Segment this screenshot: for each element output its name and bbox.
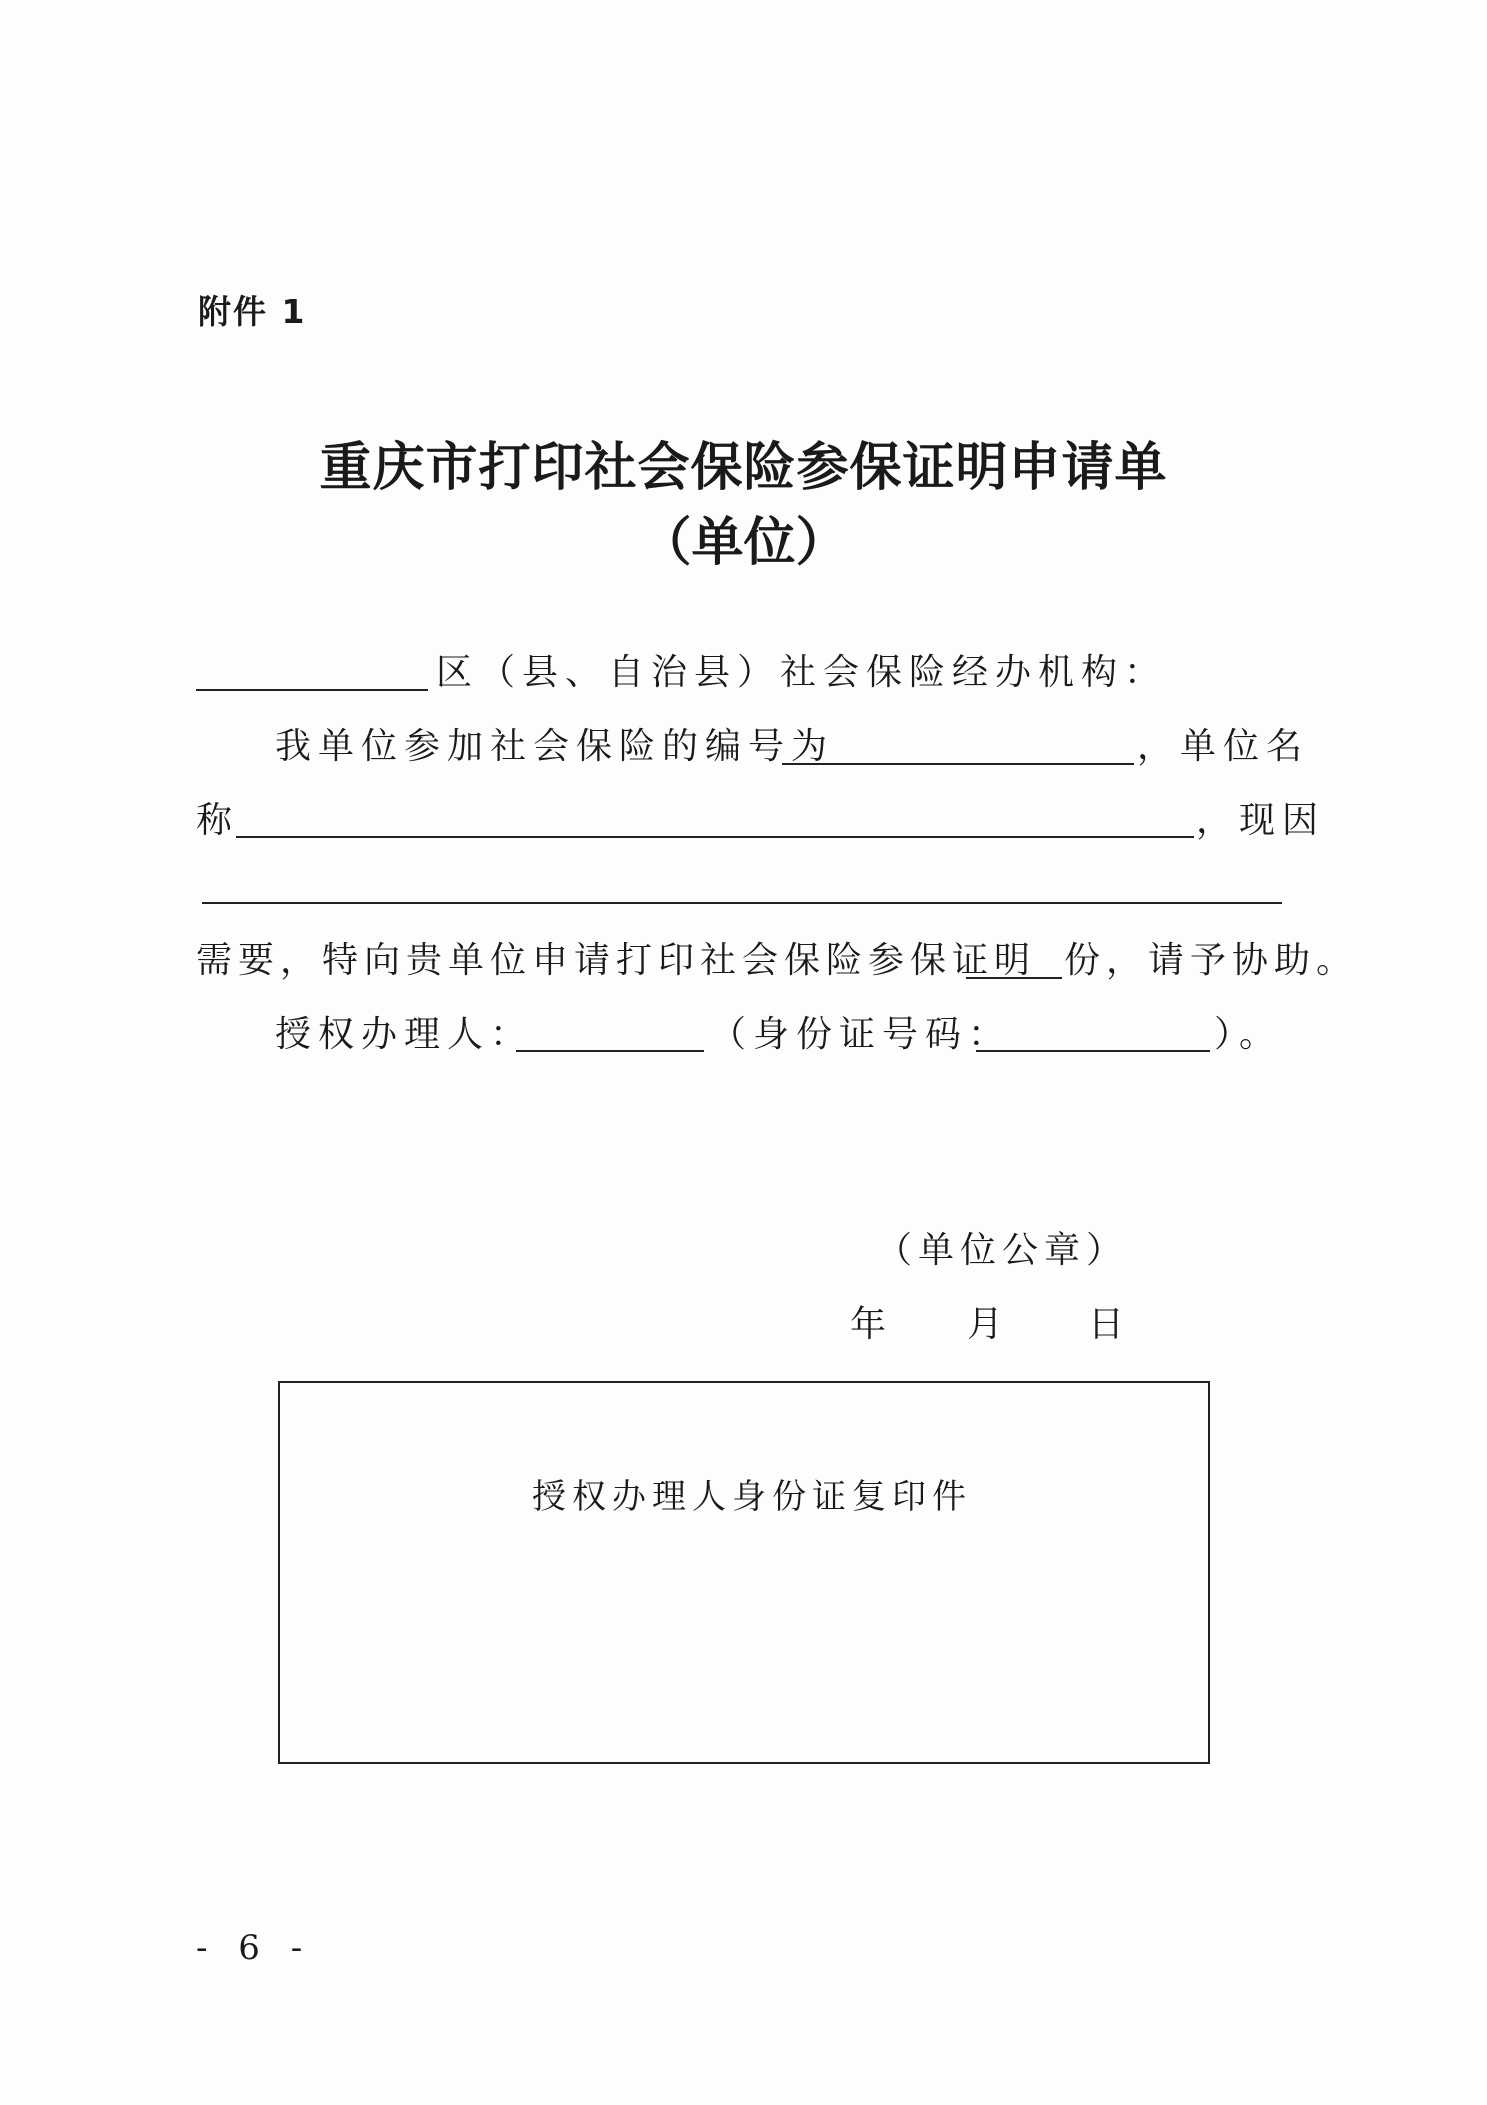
unit-name-blank[interactable] — [236, 836, 1194, 838]
reason-prefix: ，现因 — [1196, 800, 1326, 841]
need-prefix-text: 需要，特向贵单位申请打印社会保险参保证明 — [196, 940, 1037, 981]
copies-blank[interactable] — [966, 977, 1062, 979]
year-label: 年 — [850, 1304, 887, 1345]
id-label-close: ）。 — [1214, 1014, 1283, 1055]
addressee-text: 区（县、自治县）社会保险经办机构： — [436, 652, 1168, 693]
id-number-blank[interactable] — [976, 1050, 1210, 1052]
month-label: 月 — [967, 1304, 1004, 1345]
agent-name-blank[interactable] — [516, 1050, 704, 1052]
district-blank[interactable] — [196, 689, 428, 691]
need-suffix-text: 份，请予协助。 — [1064, 940, 1359, 981]
form-title: 重庆市打印社会保险参保证明申请单 — [319, 437, 1168, 498]
attachment-label: 附件 1 — [198, 292, 307, 331]
reason-blank[interactable] — [202, 902, 1282, 904]
unit-name-label: ，单位名 — [1137, 726, 1310, 767]
id-copy-box — [278, 1381, 1210, 1764]
day-label: 日 — [1088, 1304, 1125, 1345]
number-prefix-text: 我单位参加社会保险的编号为 — [275, 726, 835, 767]
form-subtitle: （单位） — [639, 512, 848, 573]
id-copy-box-label: 授权办理人身份证复印件 — [532, 1477, 972, 1517]
agent-label: 授权办理人： — [275, 1014, 534, 1055]
insurance-number-blank[interactable] — [782, 763, 1134, 765]
name-char: 称 — [196, 800, 240, 841]
unit-seal-label: （单位公章） — [876, 1230, 1129, 1271]
page-number: - 6 - — [196, 1928, 313, 1968]
id-label-open: （身份证号码： — [710, 1014, 1012, 1055]
